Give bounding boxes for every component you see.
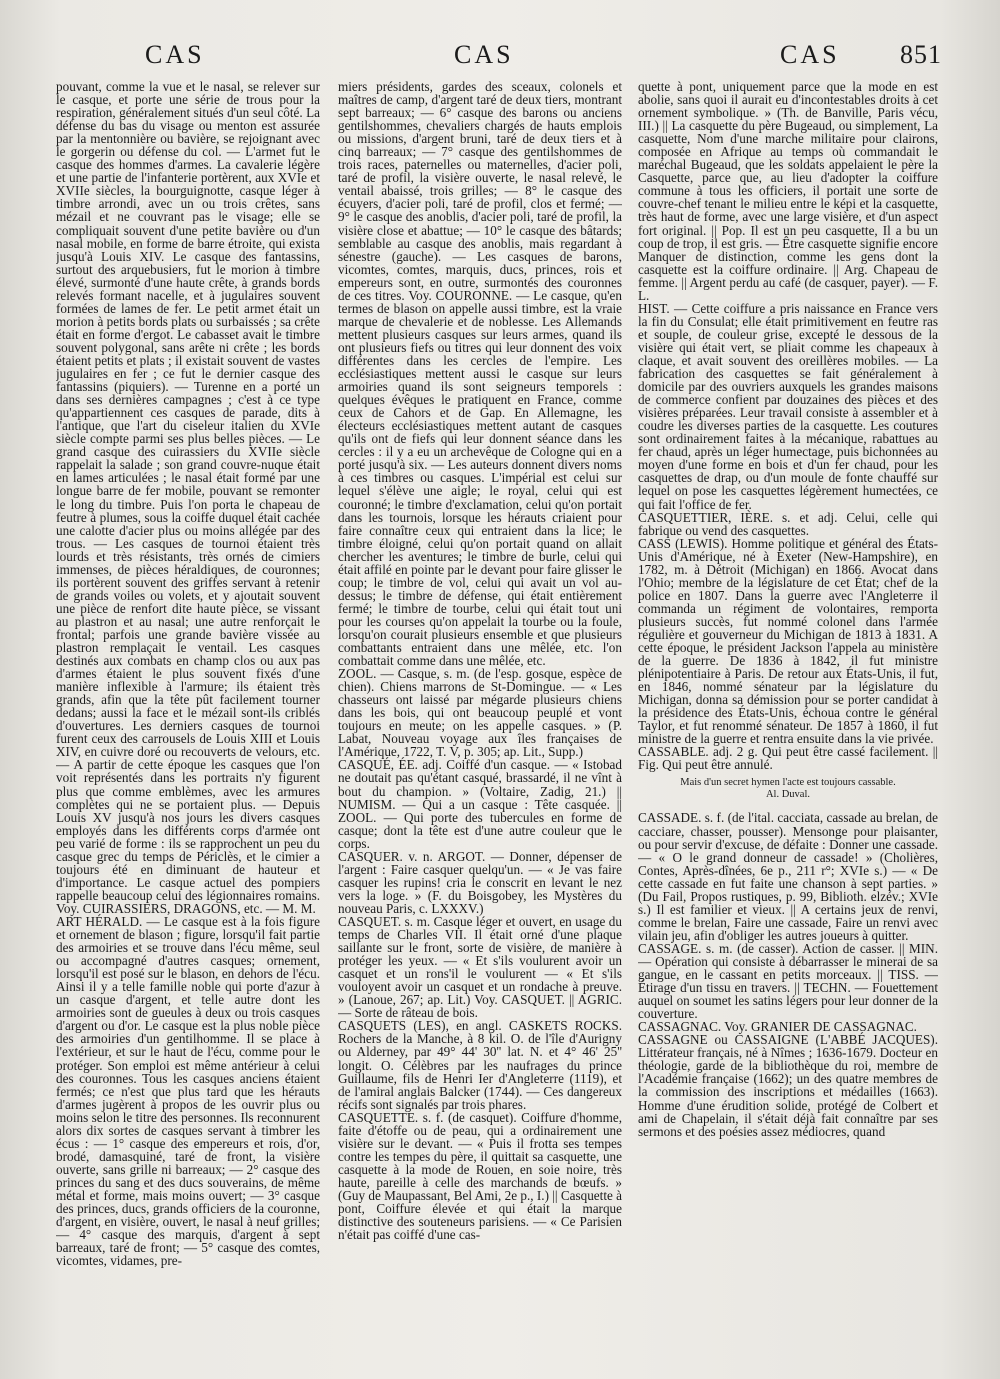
column-left [56,80,320,1370]
paragraph: HIST. — Cette coiffure a pris naissance en France vers la fin du Consulat; elle était primitivement en feutre ras et souple, de couleur grise, excepté le dessous de la visière qui était vert, se pliait comme les chapeaux à claque, et avait souvent des oreillères mobiles. — La fabrication des casquettes se fait généralement à domicile par des ouvriers auxquels les grandes maisons de commerce confient par douzaines des pièces et des visières préparées. Leur travail consiste à assembler et à coudre les diverses parties de la casquette. Les coutures sont ordinairement faites à la mécanique, rabattues au fer chaud, après un léger humectage, puis bichonnées au moyen d'une forme en bois et d'un fer chaud, pour les casquettes de drap, ou d'un moule de fonte chauffé sur lequel on pose les casquettes légèrement humectées, ce qui fait l'office de fer. [638,300,938,512]
running-header [0,40,1000,80]
header-left-word: CAS [145,40,205,69]
page-number: 851 [900,40,942,69]
paragraph: CASSABLE. adj. 2 g. Qui peut être cassé facilement. || Fig. Qui peut être annulé. [638,744,938,773]
paragraph: CASSAGE. s. m. (de casser). Action de casser. || MIN. — Opération qui consiste à débarrasser le minerai de sa gangue, en le cassant en petits morceaux. || TISS. — Étirage d'un tissu en travers. || TECHN. — Fouettement auquel on soumet les satins légers pour leur donner de la couverture. [638,940,938,1022]
header-center-word: CAS [454,40,514,69]
example-quote-text: Mais d'un secret hymen l'acte est toujours cassable. [680,777,896,789]
example-quote-author: Al. Duval. [765,789,811,801]
paragraph: ART HÉRALD. — Le casque est à la fois figure et ornement de blason ; figure, lorsqu'il fait partie des armoiries et se trouve dans l'écu même, seul ou accompagné d'autres casques; ornement, lorsqu'il est posé sur le blason, en dehors de l'écu. Ainsi il y a telle famille noble qui porte d'azur à un casque d'argent, et telle autre dont les armoiries sont de gueules à deux ou trois casques d'argent ou d'or. Le casque est la plus noble pièce des armoiries d'un gentilhomme. Il se place à l'extérieur, et sur le haut de l'écu, comme pour le protéger. Son emploi est même antérieur à celui des couronnes. Tous les casques anciens étaient fermés; ce n'est que plus tard que les hérauts d'armes jugèrent à propos de les ouvrir plus ou moins selon le titre des personnes. Ils reconnurent alors dix sortes de casques servant à timbrer les écus : — 1° casque des empereurs et rois, d'or, brodé, damasquiné, taré de front, la visière ouverte, sans grille ni barreaux; — 2° casque des princes du sang et des ducs souverains, de même métal et forme, mais moins ouvert; — 3° casque des princes, ducs, grands officiers de la couronne, d'argent, en visière, ouvert, le nasal à neuf grilles; — 4° casque des marquis, d'argent à sept barreaux, taré de front; — 5° casque des comtes, vicomtes, vidames, pre- [56,914,320,1269]
paragraph: CASQUER. v. n. ARGOT. — Donner, dépenser de l'argent : Faire casquer quelqu'un. — « Je vas faire casquer les rupins! cria le conscrit en levant le nez vers la loge. » (F. du Boisgobey, les Mystères du nouveau Paris, c. LXXXV.) [338,848,622,916]
header-right-word: CAS [780,40,840,69]
paragraph: CASS (LEWIS). Homme politique et général des États-Unis d'Amérique, né à Exeter (New-Hampshire), en 1782, m. à Détroit (Michigan) en 1866. Avocat dans l'Ohio; membre de la législature de cet État; chef de la police en 1807. Dans la guerre avec l'Angleterre il commanda un régiment de volontaires, remporta plusieurs succès, fut nommé colonel dans l'armée régulière et gouverneur du Michigan de 1813 à 1831. A cette époque, le président Jackson l'appela au ministère de la guerre. De 1836 à 1842, il fut ministre plénipotentiaire à Paris. De retour aux États-Unis, il fut, en 1846, nommé sénateur par la législature du Michigan, donna sa démission pour se porter candidat à la présidence des États-Unis, échoua contre le général Taylor, et fut renommé sénateur. De 1857 à 1860, il fut ministre de la guerre et rentra ensuite dans la vie privée. [638,535,938,747]
paragraph: CASSADE. s. f. (de l'ital. cacciata, cassade au brelan, de cacciare, chasser, pousser). Mensonge pour plaisanter, ou pour servir d'excuse, de défaite : Donner une cassade. — « O le grand donneur de cassade! » (Cholières, Contes, Après-dînées, 6e p., 211 r°; XVIe s.) — « De cette cassade en fut faite une chanson à sept parties. » (Du Fail, Propos rustiques, p. 99, Biblioth. elzév.; XVIe s.) Il est familier et vieux. || A certains jeux de renvi, comme le brelan, Faire une cassade, Faire un renvi avec vilain jeu, afin d'obliger les autres joueurs à quitter. [638,810,938,943]
paragraph: miers présidents, gardes des sceaux, colonels et maîtres de camp, d'argent taré de deux tiers, montrant sept barreaux; — 6° casque des barons ou anciens gentilshommes, chevaliers chargés de hauts emplois ou missions, d'argent bruni, taré de deux tiers et à cinq barreaux; — 7° casque des gentilshommes de trois races, paternelles ou maternelles, d'acier poli, taré de profil, la visière ouverte, le nasal relevé, le ventail abaissé, trois grilles; — 8° le casque des écuyers, d'acier poli, taré de profil, clos et fermé; — 9° le casque des anoblis, d'acier poli, taré de profil, la visière close et abattue; — 10° le casque des bâtards; semblable au casque des anoblis, mais regardant à sénestre (gauche). — Les casques de barons, vicomtes, comtes, marquis, ducs, princes, rois et empereurs sont, en outre, surmontés des couronnes de ces titres. Voy. COURONNE. — Le casque, qu'en termes de blason on appelle aussi timbre, est la vraie marque de chevalerie et de noblesse. Les Allemands mettent plusieurs casques sur leurs armes, quand ils ont plusieurs fiefs ou titres qui leur donnent des voix différentes dans les cercles de l'empire. Les ecclésiastiques mettent aussi le casque sur leurs armoiries quand ils sont seigneurs temporels : quelques évêques le pratiquent en France, comme ceux de Cahors et de Gap. En Allemagne, les électeurs ecclésiastiques mettent autant de casques qu'ils ont de fiefs qui leur donnent séance dans les cercles : il y a eu un archevêque de Cologne qui en a porté jusqu'à six. — Les auteurs donnent divers noms à ces timbres ou casques. L'impérial est celui sur lequel s'élève une aigle; le royal, celui qui est couronné; le timbre d'exclamation, celui qu'on portait dans les tournois, lorsque les hérauts criaient pour faire connaître ceux qui entraient dans la lice; le timbre éloigné, celui qu'on portait quand on allait chercher les aventures; le timbre de burle, celui qui était affilé en pointe par le devant pour faire glisser le coup; le timbre de vol, celui qui avait un vol au-dessus; le timbre de défense, qui était entièrement fermé; le timbre de tourbe, celui qui était tout uni pour les courses qu'on appelait la tourbe ou la foule, lorsqu'on courait plusieurs ensemble et que plusieurs combattants entraient dans une mêlée, etc. l'on combattait comme dans une mêlée, etc. [338,80,622,669]
paragraph: CASQUETTIER, IÈRE. s. et adj. Celui, celle qui fabrique ou vend des casquettes. [638,509,938,538]
example-quote [638,777,938,801]
paragraph: CASQUETS (LES), en angl. CASKETS ROCKS. Rochers de la Manche, à 8 kil. O. de l'île d'Aurigny ou Alderney, par 49° 44' 30'' lat. N. et 4° 46' 25'' longit. O. Célèbres par les naufrages du prince Guillaume, fils de Henri Ier d'Angleterre (1119), et de l'amiral anglais Balcker (1744). — Ces dangereux récifs sont signalés par trois phares. [338,1018,622,1112]
column-middle [338,80,622,1370]
paragraph: CASSAGNAC. Voy. GRANIER DE CASSAGNAC. [638,1019,917,1035]
paragraph: pouvant, comme la vue et le nasal, se relever sur le casque, et porte une série de trous pour la respiration, généralement situés d'un seul côté. La défense du bas du visage ou menton est assurée par la mentonnière ou bavière, se rejoignant avec le gorgerin ou défense du col. — L'armet fut le casque des hommes d'armes. La cavalerie légère et une partie de l'infanterie portèrent, aux XVIe et XVIIe siècles, la bourguignotte, casque léger à timbre arrondi, avec un ou trois crêtes, sans mézail et ne couvrant pas le visage; elle se compliquait souvent d'une petite bavière ou d'un nasal mobile, en forme de barre étroite, qui exista jusqu'à Louis XIV. Le casque des fantassins, surtout des arquebusiers, fut le morion à timbre élevé, surmonté d'une haute crête, à grands bords relevés formant nacelle, et à jugulaires souvent formées de lames de fer. Le petit armet était un morion à petits bords plats ou surbaissés ; sa crête était en forme d'ergot. Le cabasset avait le timbre souvent polygonal, sans arête ni crête ; les bords étaient petits et plats ; il existait souvent de vastes jugulaires en fer ; ce fut le dernier casque des fantassins (piquiers). — Turenne en a porté un dans ses dernières campagnes ; c'est à ce type qu'appartiennent ces casques de parade, dits à l'antique, que l'art du ciseleur italien du XVIe siècle compte parmi ses plus belles pièces. — Le grand casque des cuirassiers du XVIIe siècle rappelait la salade ; son grand couvre-nuque était en lames articulées ; le nasal était formé par une longue barre de fer mobile, pouvant se remonter le long du timbre. Puis l'on porta le chapeau de feutre à plumes, sous la coiffe duquel était cachée une calotte d'acier plus ou moins allégée par des trous. — Les casques de tournoi étaient très lourds et très résistants, très ornés de cimiers immenses, de pièces héraldiques, de couronnes; ils portèrent souvent des griffes servant à retenir de grands voiles ou volets, et y ajoutait souvent une pièce de renfort dite haute pièce, se vissant au plastron et au nasal; une autre renforçait le frontal; parfois une grande bavière vissée au plastron remplaçait le ventail. Les casques destinés aux combats en champ clos ou aux pas d'armes étaient le plus souvent fixés d'une manière inflexible à l'armure; ils étaient très grands, afin que la tête pût facilement tourner dedans; aussi la face et le mézail sont-ils criblés d'ouvertures. Les derniers casques de tournoi furent ceux des carrousels de Louis XIII et Louis XIV, en cuivre doré ou recouverts de velours, etc. — A partir de cette époque les casques que l'on voit représentés dans les portraits n'y figurent plus que comme emblèmes, avec les armures complètes qui ne se portaient plus. — Depuis Louis XV jusqu'à nos jours les divers casques employés dans les différents corps d'armée ont peu varié de forme : ils se rapprochent un peu du casque grec du temps de Périclès, et le cimier a toujours été en diminuant de hauteur et d'importance. Le casque actuel des pompiers rappelle beaucoup celui des légionnaires romains. Voy. CUIRASSIERS, DRAGONS, etc. — M. M. [56,80,320,916]
paragraph: quette à pont, uniquement parce que la mode en est abolie, sans quoi il aurait eu d'incontestables droits à cet ornement symbolique. » (Th. de Banville, Paris vécu, III.) || La casquette du père Bugeaud, ou simplement, La casquette, Nom d'une marche militaire pour clairons, composée en Afrique au temps où commandait le maréchal Bugeaud, que les soldats appelaient le père la Casquette, parce que, au lieu d'adopter la coiffure commune à tous les officiers, il portait une sorte de couvre-chef tenant le milieu entre le képi et la casquette, très haut de forme, avec une large visière, et d'un aspect fort original. || Pop. Il est un peu casquette, Il a bu un coup de trop, il est gris. — Être casquette signifie encore Manquer de distinction, comme les gens dont la casquette est la coiffure ordinaire. || Arg. Chapeau de femme. || Argent perdu au café (de casquer, payer). — F. L. [638,80,938,303]
paragraph: CASSAGNE ou CASSAIGNE (L'ABBÉ JACQUES). Littérateur français, né à Nîmes ; 1636-1679. Docteur en théologie, garde de la bibliothèque du roi, membre de l'Académie française (1662); un des quatre membres de la commission des inscriptions et médailles (1663). Homme d'une érudition solide, protégé de Colbert et ami de Chapelain, il s'était déjà fait connaître par ses sermons et des poésies assez médiocres, quand [638,1032,938,1139]
column-right [638,80,938,1370]
paragraph: CASQUET. s. m. Casque léger et ouvert, en usage du temps de Charles VII. Il était orné d'une plaque saillante sur le front, sorte de visière, de manière à protéger les yeux. — « Et s'ils voulurent avoir un casquet et un rons'il le voulurent — « Et s'ils vouloyent avoir un casquet et un rondache à preuve. » (Lanoue, 267; ap. Lit.) Voy. CASQUET. || AGRIC. — Sorte de râteau de bois. [338,914,622,1021]
paragraph: CASQUÉ, ÉE. adj. Coiffé d'un casque. — « Istobad ne doutait pas qu'étant casqué, brassardé, il ne vînt à bout du champion. » (Voltaire, Zadig, 21.) || NUMISM. — Qui a un casque : Tête casquée. || ZOOL. — Qui porte des tubercules en forme de casque; dont la tête est d'une autre couleur que le corps. [338,757,622,851]
paragraph: ZOOL. — Casque, s. m. (de l'esp. gosque, espèce de chien). Chiens marrons de St-Domingue. — « Les chasseurs ont laissé par mégarde plusieurs chiens dans les bois, qui ont beaucoup peuplé et vont toujours en meute; on les appelle casques. » (P. Labat, Nouveau voyage aux îles françaises de l'Amérique, 1722, T. V, p. 305; ap. Lit., Supp.) [338,666,622,760]
paragraph: CASQUETTE. s. f. (de casquet). Coiffure d'homme, faite d'étoffe ou de peau, qui a ordinairement une visière sur le devant. — « Puis il frotta ses tempes contre les tempes du père, il quittait sa casquette, une casquette à la mode de Rouen, en soie noire, très haute, pareille à celle des marchands de bœufs. » (Guy de Maupassant, Bel Ami, 2e p., I.) || Casquette à pont, Coiffure élevée et qui était la marque distinctive des souteneurs parisiens. — « Ce Parisien n'était pas coiffé d'une cas- [338,1109,622,1243]
